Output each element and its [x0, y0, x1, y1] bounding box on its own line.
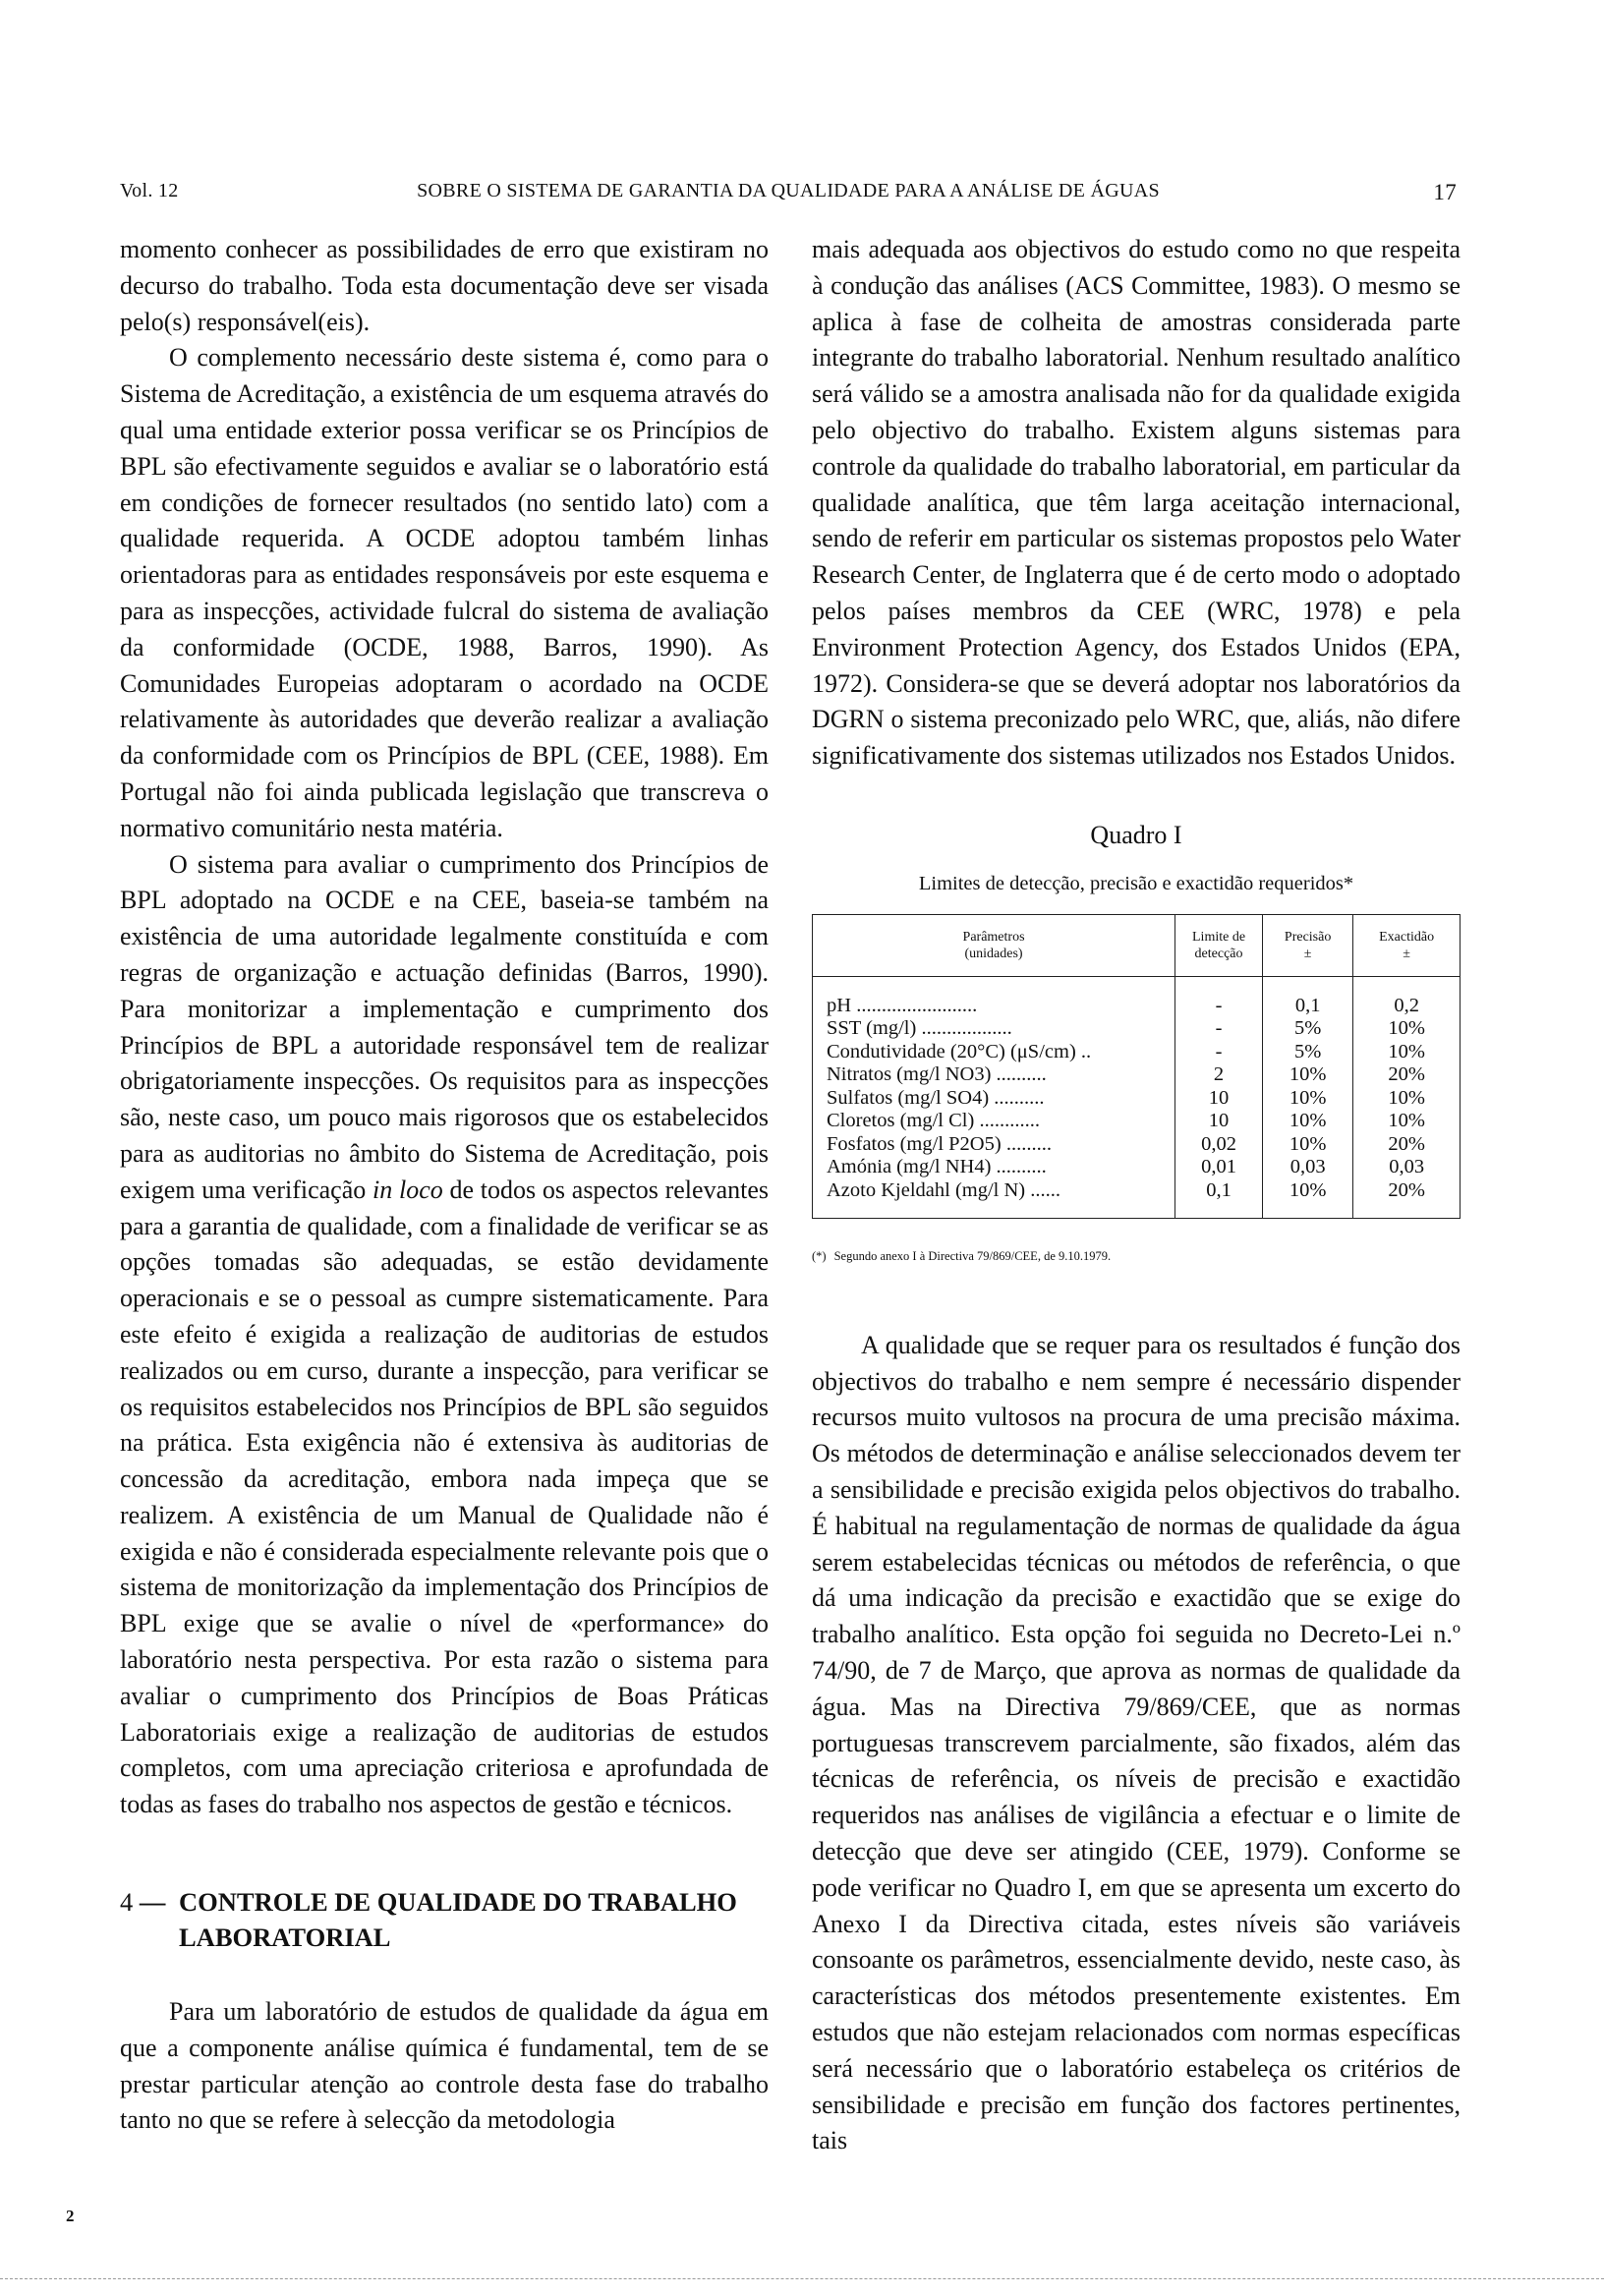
scan-edge [0, 2278, 1604, 2279]
section-title: CONTROLE DE QUALIDADE DO TRABALHO LABORATORIAL [179, 1887, 737, 1953]
column-header-detection-limit: Limite de detecção [1175, 914, 1263, 976]
column-header-accuracy: Exactidão ± [1353, 914, 1461, 976]
limit-cell: - [1175, 995, 1263, 1018]
limit-cell: 0,1 [1175, 1179, 1263, 1219]
limit-cell: - [1175, 1017, 1263, 1041]
param-cell: Condutividade (20°C) (μS/cm) .. [813, 1041, 1175, 1064]
paragraph: Para um laboratório de estudos de qualidade da água em que a componente análise química é fundamental, tem de se prestar particular atenção ao controle desta fase do trabalho tanto no que se refere à selecção da metodologia [120, 1997, 769, 2135]
running-title: SOBRE O SISTEMA DE GARANTIA DA QUALIDADE PARA A ANÁLISE DE ÁGUAS [417, 180, 1160, 201]
italic-term: in loco [372, 1175, 443, 1204]
limit-cell: - [1175, 1041, 1263, 1064]
accuracy-cell: 20% [1353, 1179, 1461, 1219]
section-number: 4 [120, 1887, 134, 1918]
param-cell: Fosfatos (mg/l P2O5) ......... [813, 1133, 1175, 1157]
accuracy-cell: 0,03 [1353, 1156, 1461, 1179]
footnote-text: Segundo anexo I à Directiva 79/869/CEE, de 9.10.1979. [833, 1249, 1112, 1264]
param-cell: Amónia (mg/l NH4) .......... [813, 1156, 1175, 1179]
limits-table [812, 914, 1461, 1220]
left-column [120, 232, 769, 2139]
accuracy-cell: 0,2 [1353, 995, 1461, 1018]
limit-cell: 10 [1175, 1087, 1263, 1111]
precision-cell: 10% [1263, 1179, 1353, 1219]
table-row [813, 1179, 1461, 1219]
table-caption: Limites de detecção, precisão e exactidão requeridos* [918, 872, 1354, 894]
table-row [813, 1133, 1461, 1157]
param-cell: SST (mg/l) .................. [813, 1017, 1175, 1041]
accuracy-cell: 10% [1353, 1087, 1461, 1111]
table-row [813, 1110, 1461, 1133]
column-header-precision: Precisão ± [1263, 914, 1353, 976]
page-number: 17 [1433, 180, 1457, 204]
limit-cell: 0,01 [1175, 1156, 1263, 1179]
footnote-mark: (*) [812, 1249, 827, 1264]
param-cell: Nitratos (mg/l NO3) .......... [813, 1063, 1175, 1087]
accuracy-cell: 20% [1353, 1133, 1461, 1157]
table-row [813, 1041, 1461, 1064]
page-marker: 2 [66, 2207, 75, 2225]
param-cell: Cloretos (mg/l Cl) ............ [813, 1110, 1175, 1133]
param-cell: Azoto Kjeldahl (mg/l N) ...... [813, 1179, 1175, 1219]
precision-cell: 10% [1263, 1133, 1353, 1157]
table-header-row [813, 914, 1461, 976]
table-row [813, 1063, 1461, 1087]
table-row [813, 1017, 1461, 1041]
accuracy-cell: 10% [1353, 1110, 1461, 1133]
precision-cell: 10% [1263, 1087, 1353, 1111]
paragraph: O sistema para avaliar o cumprimento dos Princípios de BPL adoptado na OCDE e na CEE, baseia-se também na existência de uma autoridade legalmente constituída e com regras de organização e actuação definidas (Barros, 1990). Para monitorizar a implementação e cumprimento dos Princípios de BPL a autoridade responsável tem de realizar obrigatoriamente inspecções. Os requisitos para as inspecções são, neste caso, um pouco mais rigorosos que os estabelecidos para as auditorias no âmbito do Sistema de Acreditação, pois exigem uma verificação in loco de todos os aspectos relevantes para a garantia de qualidade, com a finalidade de verificar se as opções tomadas são adequadas, se estão devidamente operacionais e se o pessoal as cumpre sistematicamente. Para este efeito é exigida a realização de auditorias de estudos realizados ou em curso, durante a inspecção, para verificar se os requisitos estabelecidos nos Princípios de BPL são seguidos na prática. Esta exigência não é extensiva às auditorias de concessão da acreditação, embora nada impeça que se realizem. A existência de um Manual de Qualidade não é exigida e não é considerada especialmente relevante pois que o sistema de monitorização da implementação dos Princípios de BPL exige que se avalie o nível de «performance» do laboratório nesta perspectiva. Por esta razão o sistema para avaliar o cumprimento dos Princípios de Boas Práticas Laboratoriais exige a realização de auditorias de estudos completos, com uma apreciação criteriosa e aprofundada de todas as fases do trabalho nos aspectos de gestão e técnicos. [120, 849, 769, 1819]
limit-cell: 0,02 [1175, 1133, 1263, 1157]
param-cell: pH ........................ [813, 995, 1175, 1018]
right-column [812, 232, 1461, 2159]
limit-cell: 10 [1175, 1110, 1263, 1133]
accuracy-cell: 10% [1353, 1017, 1461, 1041]
table-row [813, 1087, 1461, 1111]
paragraph: A qualidade que se requer para os resultados é função dos objectivos do trabalho e nem sempre é necessário dispender recursos muito vultosos na procura de uma precisão máxima. Os métodos de determinação e análise seleccionados devem ter a sensibilidade e precisão exigida pelos objectivos do trabalho. É habitual na regulamentação de normas de qualidade da água serem estabelecidas técnicas ou métodos de referência, o que dá uma indicação da precisão e exactidão que se exige do trabalho analítico. Esta opção foi seguida no Decreto-Lei n.º 74/90, de 7 de Março, que aprova as normas de qualidade da água. Mas na Directiva 79/869/CEE, que as normas portuguesas transcrevem parcialmente, são fixados, além das técnicas de referência, os níveis de precisão e exactidão requeridos nas análises de vigilância a efectuar e o limite de detecção que deve ser atingido (CEE, 1979). Conforme se pode verificar no Quadro I, em que se apresenta um excerto do Anexo I da Directiva citada, estes níveis são variáveis consoante os parâmetros, essencialmente devido, neste caso, às características dos métodos presentemente existentes. Em estudos que não estejam relacionados com normas específicas será necessário que o laboratório estabeleça os critérios de sensibilidade e precisão em função dos factores pertinentes, tais [812, 1330, 1461, 2155]
paragraph: O complemento necessário deste sistema é, como para o Sistema de Acreditação, a existência de um esquema através do qual uma entidade exterior possa verificar se os Princípios de BPL são efectivamente seguidos e avaliar se o laboratório está em condições de fornecer resultados (no sentido lato) com a qualidade requerida. A OCDE adoptou também linhas orientadoras para as entidades responsáveis por este esquema e para as inspecções, actividade fulcral do sistema de avaliação da conformidade (OCDE, 1988, Barros, 1990). As Comunidades Europeias adoptaram o acordado na OCDE relativamente às autoridades que deverão realizar a avaliação da conformidade com os Princípios de BPL (CEE, 1988). Em Portugal não foi ainda publicada legislação que transcreva o normativo comunitário nesta matéria. [120, 343, 769, 842]
paragraph: momento conhecer as possibilidades de erro que existiram no decurso do trabalho. Toda esta documentação deve ser visada pelo(s) responsável(eis). [120, 235, 769, 336]
precision-cell: 0,1 [1263, 995, 1353, 1018]
table-row [813, 995, 1461, 1018]
column-header-parameters: Parâmetros (unidades) [813, 914, 1175, 976]
table-row [813, 1156, 1461, 1179]
precision-cell: 10% [1263, 1063, 1353, 1087]
precision-cell: 10% [1263, 1110, 1353, 1133]
table-footnote [812, 1238, 1461, 1275]
section-heading [120, 1884, 769, 1955]
precision-cell: 0,03 [1263, 1156, 1353, 1179]
param-cell: Sulfatos (mg/l SO4) .......... [813, 1087, 1175, 1111]
precision-cell: 5% [1263, 1041, 1353, 1064]
limit-cell: 2 [1175, 1063, 1263, 1087]
precision-cell: 5% [1263, 1017, 1353, 1041]
accuracy-cell: 20% [1353, 1063, 1461, 1087]
running-header [120, 180, 1457, 209]
table-title: Quadro I [1090, 820, 1182, 849]
paragraph: mais adequada aos objectivos do estudo como no que respeita à condução das análises (ACS Committee, 1983). O mesmo se aplica à fase de colheita de amostras considerada parte integrante do trabalho laboratorial. Nenhum resultado analítico será válido se a amostra analisada não for da qualidade exigida pelo objectivo do trabalho. Existem alguns sistemas para controle da qualidade do trabalho laboratorial, em particular da qualidade analítica, que têm larga aceitação internacional, sendo de referir em particular os sistemas propostos pelo Water Research Center, de Inglaterra que é de certo modo o adoptado pelos países membros da CEE (WRC, 1978) e pela Environment Protection Agency, dos Estados Unidos (EPA, 1972). Considera-se que se deverá adoptar nos laboratórios da DGRN o sistema preconizado pelo WRC, que, aliás, não difere significativamente dos sistemas utilizados nos Estados Unidos. [812, 235, 1461, 771]
section-separator: — [139, 1887, 166, 1918]
accuracy-cell: 10% [1353, 1041, 1461, 1064]
volume-label: Vol. 12 [120, 180, 179, 201]
